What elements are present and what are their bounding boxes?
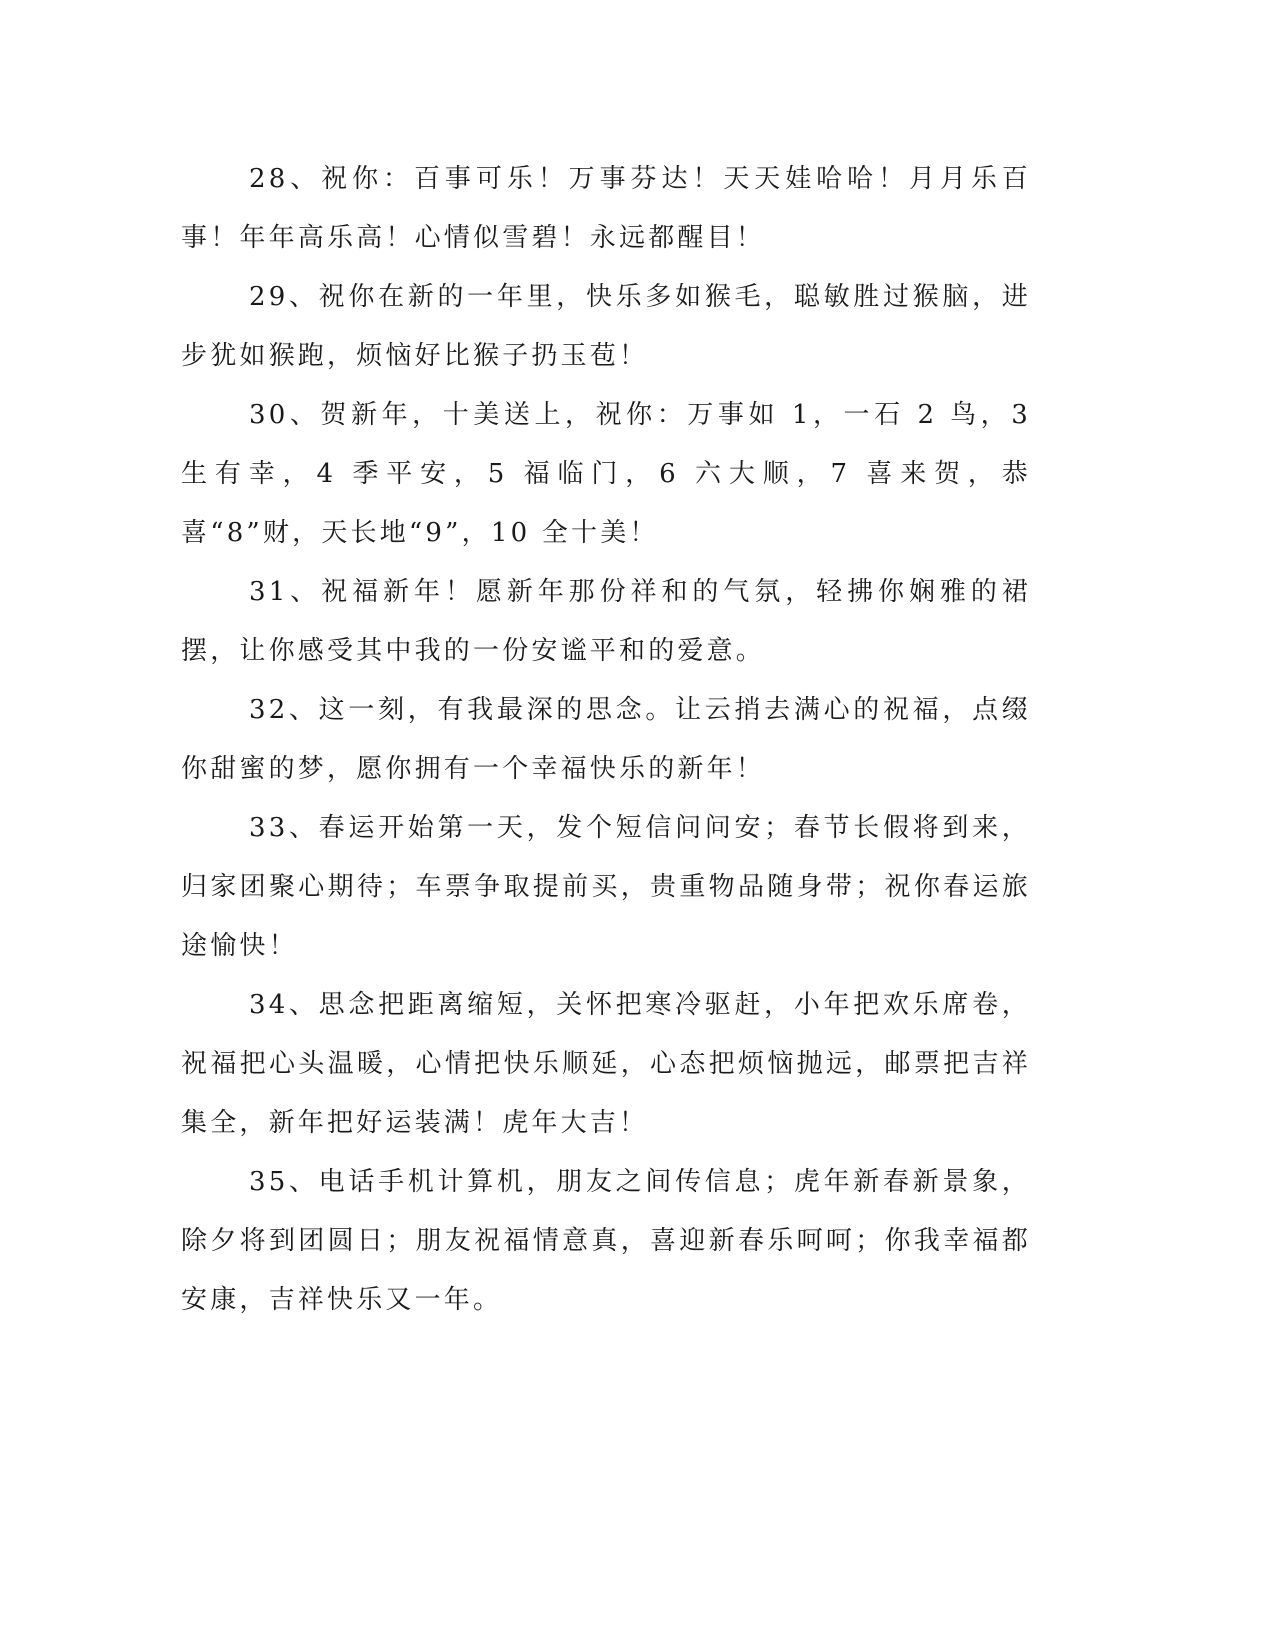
paragraph-30: 30、贺新年，十美送上，祝你：万事如 1，一石 2 鸟，3 生有幸，4 季平安，5 福临门，6 六大顺，7 喜来贺，恭喜“8”财，天长地“9”，10 全十美！ [181, 400, 1031, 548]
paragraph-32: 32、这一刻，有我最深的思念。让云捎去满心的祝福，点缀你甜蜜的梦，愿你拥有一个幸福快乐的新年！ [181, 695, 1031, 784]
paragraph-29: 29、祝你在新的一年里，快乐多如猴毛，聪敏胜过猴脑，进步犹如猴跑，烦恼好比猴子扔玉苞！ [181, 282, 1031, 371]
paragraph-28: 28、祝你：百事可乐！万事芬达！天天娃哈哈！月月乐百事！年年高乐高！心情似雪碧！永远都醒目！ [181, 164, 1031, 253]
paragraph-31: 31、祝福新年！愿新年那份祥和的气氛，轻拂你娴雅的裙摆，让你感受其中我的一份安谧平和的爱意。 [181, 577, 1031, 666]
document-body [181, 150, 1031, 1330]
paragraph-33: 33、春运开始第一天，发个短信问问安；春节长假将到来，归家团聚心期待；车票争取提前买，贵重物品随身带；祝你春运旅途愉快！ [181, 813, 1031, 961]
paragraph-35: 35、电话手机计算机，朋友之间传信息；虎年新春新景象，除夕将到团圆日；朋友祝福情意真，喜迎新春乐呵呵；你我幸福都安康，吉祥快乐又一年。 [181, 1167, 1031, 1315]
paragraph-34: 34、思念把距离缩短，关怀把寒冷驱赶，小年把欢乐席卷，祝福把心头温暖，心情把快乐顺延，心态把烦恼抛远，邮票把吉祥集全，新年把好运装满！虎年大吉！ [181, 990, 1031, 1138]
